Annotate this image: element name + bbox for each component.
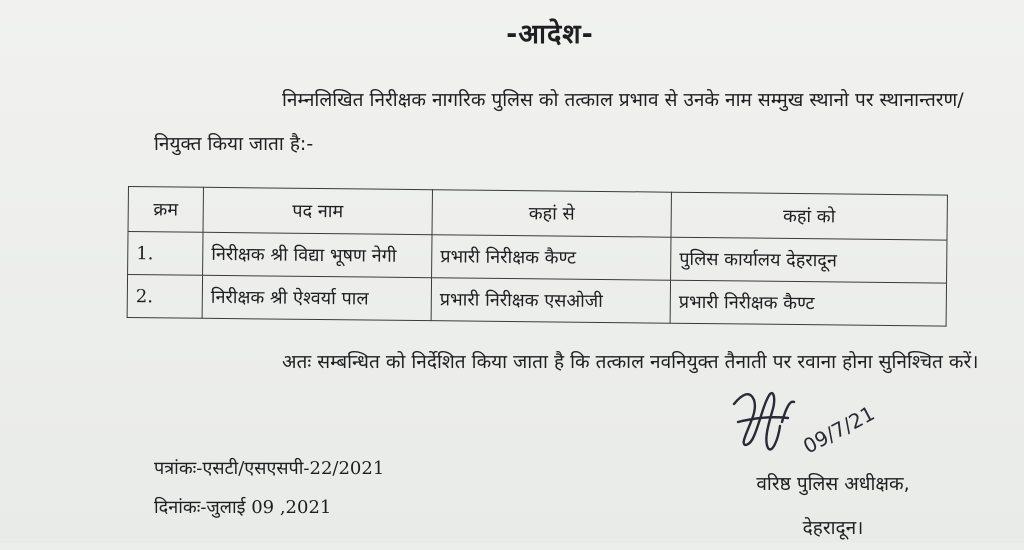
column-header-name: पद नाम (203, 187, 432, 234)
instruction-paragraph (154, 340, 984, 384)
document-heading: -आदेश- (506, 19, 594, 50)
table-cell-to: प्रभारी निरीक्षक कैण्ट (670, 280, 946, 326)
table-cell-serial: 2. (127, 275, 202, 319)
signatory-block (718, 462, 948, 550)
signature-date: 09/7/21 (799, 401, 879, 459)
handwritten-signature (724, 382, 894, 474)
letter-number: पत्रांकः-एसटी/एसएसपी-22/2021 (154, 458, 385, 479)
instruction-paragraph-text: अतः सम्बन्धित को निर्देशित किया जाता है कि तत्काल नवनियुक्त तैनाती पर रवाना होना सुनिश्चित करें। (282, 351, 979, 373)
table-cell-from: प्रभारी निरीक्षक कैण्ट (432, 235, 671, 281)
table-cell-name: निरीक्षक श्री ऐश्वर्या पाल (202, 275, 431, 320)
transfer-table (127, 186, 948, 327)
column-header-to: कहां को (671, 192, 947, 240)
table-cell-to: पुलिस कार्यालय देहरादून (671, 237, 947, 283)
signatory-title: वरिष्ठ पुलिस अधीक्षक, (756, 473, 910, 495)
table-row (127, 275, 946, 327)
intro-paragraph-text: निम्नलिखित निरीक्षक नागरिक पुलिस को तत्काल प्रभाव से उनके नाम सम्मुख स्थानो पर स्थानान्तरण/नियुक्त किया जाता है:- (154, 89, 964, 155)
signatory-place: देहरादून। (802, 517, 864, 539)
intro-paragraph (154, 78, 984, 166)
column-header-from: कहां से (432, 190, 671, 238)
table-cell-name: निरीक्षक श्री विद्या भूषण नेगी (203, 232, 432, 277)
table-cell-serial: 1. (128, 232, 203, 276)
table-cell-from: प्रभारी निरीक्षक एसओजी (431, 278, 670, 324)
letter-date: दिनांकः-जुलाई 09 ,2021 (154, 497, 332, 518)
column-header-serial: क्रम (128, 187, 203, 233)
